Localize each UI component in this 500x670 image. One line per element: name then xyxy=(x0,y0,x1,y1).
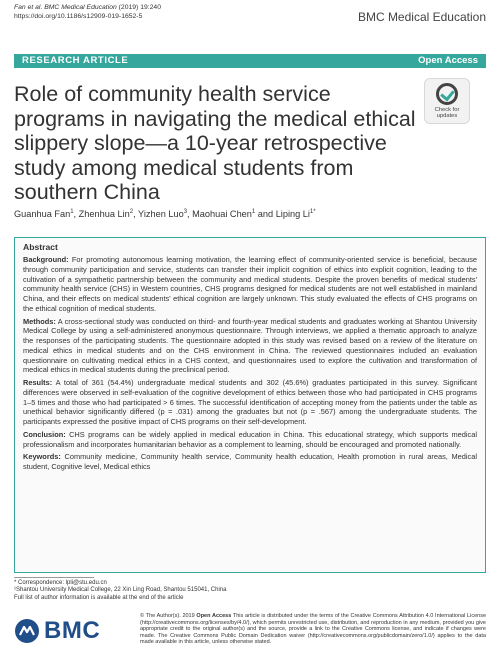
license-text xyxy=(140,613,486,646)
article-type: RESEARCH ARTICLE xyxy=(22,55,129,66)
license-body: This article is distributed under the terms of the Creative Commons Attribution 4.0 International License (http://creativecommons.org/licenses/by/4.0/), which permits unrestricted use, distribution, and reproduction in any medium, provided you give appropriate credit to the original author(s) and the source, provide a link to the Creative Commons license, and indicate if changes were made. The Creative Commons Public Domain Dedication waiver (http://creativecommons.org/publicdomain/zero/1.0/) applies to the data made available in this article, unless otherwise stated. xyxy=(140,613,486,646)
author-affiliation: 3 xyxy=(183,209,188,215)
license-open-access: Open Access xyxy=(196,613,232,619)
methods-label: Methods: xyxy=(23,316,56,326)
updates-label-1: Check for xyxy=(434,107,460,113)
author-separator: and xyxy=(255,209,276,220)
background-text: For promoting autonomous learning motivation, the learning effect of community-oriented service is beneficial, because through community participation and service, students can transfer their implicit cognition of ethics into explicit cognition, leading to the cultivation of a sympathetic partnership between the community and medical students. Despite the proven benefits of medical students' community health service (CHS) in Western countries, CHS programs designed for medical students are not well established in mainland China, and their effects on medical students' ethical cognition are largely unknown. This study evaluated the effects of CHS programs on the ethical cognition of medical students. xyxy=(23,255,477,313)
bmc-logo xyxy=(14,614,106,648)
author-name[interactable]: Maohuai Chen xyxy=(192,209,252,220)
check-updates-icon xyxy=(436,83,458,105)
bmc-logo-icon xyxy=(14,618,40,644)
updates-label-2: updates xyxy=(436,113,458,120)
correspondence[interactable]: * Correspondence: lpli@stu.edu.cn xyxy=(14,580,107,586)
citation-journal: BMC Medical Education xyxy=(44,4,117,11)
abstract-heading: Abstract xyxy=(23,242,58,252)
author-name[interactable]: Liping Li xyxy=(275,209,310,220)
citation-authors: Fan et al. xyxy=(14,4,43,11)
more-author-info: Full list of author information is available at the end of the article xyxy=(14,594,184,601)
author-affiliation: 1 xyxy=(70,209,74,215)
conclusion-text: CHS programs can be widely applied in medical education in China. This educational strategy, which supports medical professionalism and incorporates humanitarian behavior as a complement to learning, should be encouraged and promoted nationally. xyxy=(23,429,477,449)
page-header xyxy=(14,4,486,38)
author-separator: , xyxy=(73,209,79,220)
author-list xyxy=(14,209,316,219)
footnotes xyxy=(14,577,254,602)
author-name[interactable]: Yizhen Luo xyxy=(138,209,184,220)
background-label: Background: xyxy=(23,255,69,264)
citation xyxy=(14,4,161,21)
abstract-methods xyxy=(23,317,477,376)
abstract-background xyxy=(23,255,477,314)
author-name[interactable]: Zhenhua Lin xyxy=(78,209,130,220)
abstract-box xyxy=(14,237,486,573)
results-label: Results: xyxy=(23,378,53,387)
author-separator: , xyxy=(187,209,193,220)
citation-volume: (2019) 19:240 xyxy=(118,4,161,11)
open-access-label: Open Access xyxy=(418,55,478,66)
abstract-results xyxy=(23,378,477,427)
author-separator: , xyxy=(133,209,139,220)
conclusion-label: Conclusion: xyxy=(23,429,66,439)
methods-text: A cross-sectional study was conducted on third- and fourth-year medical students and graduates working at Shantou University Medical College by using a self-administered anonymous questionnaire. Through interviews, we applied a thematic approach to analyze the responses of the participating students. The questionnaire adopted in this study was revised based on a review of the literature on medical ethics in medical students and on the CHS environment in China. The reviewed questionnaires included an evaluation questionnaire on cultivating medical ethics in a CHS context, and questionnaires used to explore the cultivation and transformation of medical ethics in medical students during the preclinical period. xyxy=(23,316,477,375)
doi-link[interactable]: https://doi.org/10.1186/s12909-019-1652-5 xyxy=(14,12,143,20)
article-title: Role of community health service programs in navigating the medical ethical slippery slope—a 10-year retrospective study among medical students from southern China xyxy=(14,82,416,204)
footnote-divider xyxy=(14,577,94,578)
author-name[interactable]: Guanhua Fan xyxy=(14,209,71,220)
license-lead: © The Author(s). 2019 xyxy=(140,613,195,619)
abstract-conclusion xyxy=(23,430,477,450)
keywords-label: Keywords: xyxy=(23,452,61,462)
article-type-banner xyxy=(14,54,486,68)
author-affiliation: 1* xyxy=(309,209,316,215)
keywords-text: Community medicine, Community health service, Community health education, Health promotion in rural areas, Medical student, Cognitive level, Medical ethics xyxy=(23,452,477,471)
journal-name: BMC Medical Education xyxy=(357,10,486,24)
affiliation: ¹Shantou University Medical College, 22 Xin Ling Road, Shantou 515041, China xyxy=(14,587,227,594)
check-for-updates-badge[interactable] xyxy=(424,78,470,124)
author-affiliation: 2 xyxy=(129,209,134,215)
results-text: A total of 361 (54.4%) undergraduate medical students and 302 (45.6%) graduates participated in this survey. Significant differences were observed in self-evaluation of the cognitive development of ethics between those who had participated in CHS programs 1–5 times and those who had participated > 6 times. The successful identification of accepting money from the patients under the table as unethical behavior significantly differed (p = .031) among the graduates but not (p = .567) among the undergraduate students. The participants expressed the positive impact of CHS programs on their self-development. xyxy=(23,378,477,426)
author-affiliation: 1 xyxy=(251,209,256,215)
abstract-keywords xyxy=(23,452,477,472)
bmc-logo-text: BMC xyxy=(44,617,101,644)
